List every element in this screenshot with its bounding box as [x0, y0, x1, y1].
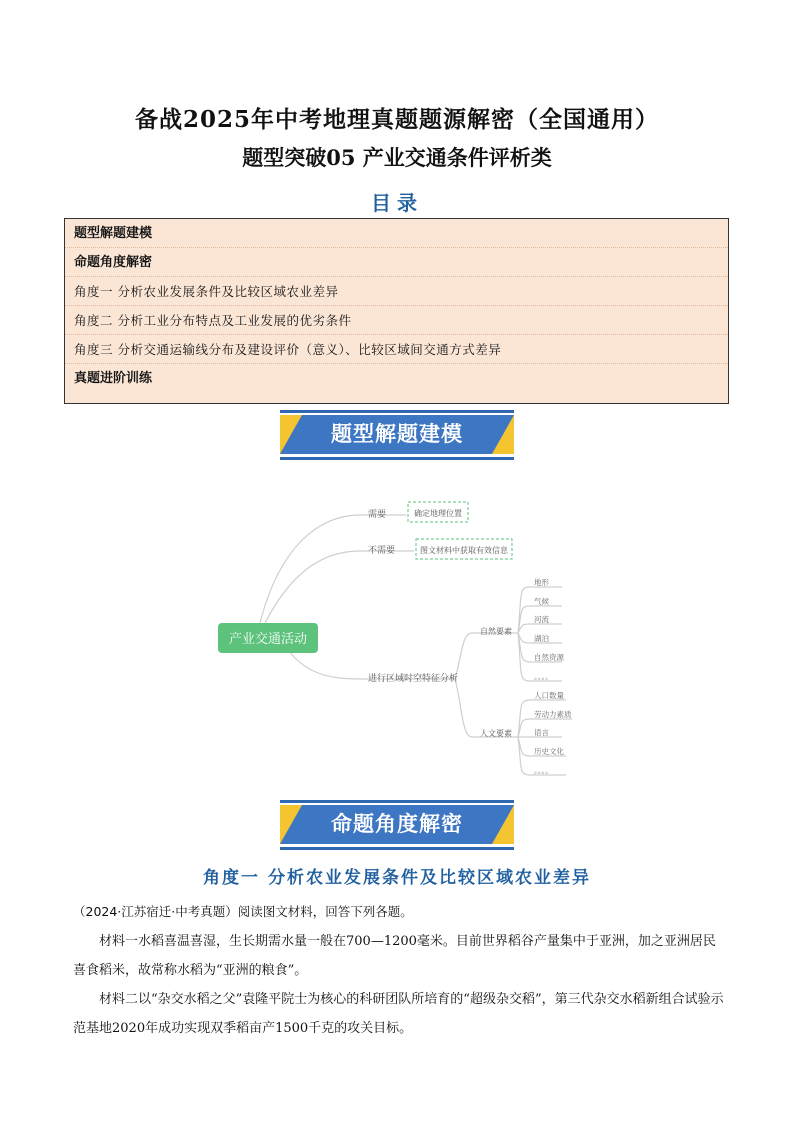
toc-item-angle-2[interactable]: 角度二 分析工业分布特点及工业发展的优劣条件	[65, 306, 728, 335]
mindmap-human-item: 人口数量	[534, 691, 564, 700]
mindmap-natural-item: 气候	[534, 597, 549, 606]
mindmap-analysis-label: 进行区域时空特征分析	[368, 674, 459, 684]
mindmap-natural-item: 湖泊	[534, 634, 549, 643]
mindmap-no-need-target-label: 图文材料中获取有效信息	[420, 546, 508, 555]
mindmap-human-label: 人文要素	[480, 729, 512, 738]
mindmap-need-label: 需要	[368, 510, 387, 520]
mindmap-natural-item: 自然资源	[534, 653, 564, 662]
banner-modeling	[280, 410, 514, 460]
toc-title: 目录	[371, 191, 423, 215]
mindmap-diagram	[200, 485, 600, 785]
mindmap-natural-item: 。。。。	[534, 672, 553, 681]
mindmap-link-no-need	[265, 551, 360, 623]
table-of-contents	[64, 218, 729, 404]
banner-angles-label: 命题角度解密	[331, 812, 463, 836]
toc-item-angle-1[interactable]: 角度一 分析农业发展条件及比较区域农业差异	[65, 277, 728, 306]
document-title: 备战2025年中考地理真题题源解密（全国通用）	[134, 106, 659, 133]
toc-item-angle-3[interactable]: 角度三 分析交通运输线分布及建设评价（意义）、比较区域间交通方式差异	[65, 335, 728, 364]
toc-item-angles[interactable]: 命题角度解密	[65, 248, 728, 277]
mindmap-root-label: 产业交通活动	[228, 632, 308, 647]
toc-item-modeling[interactable]: 题型解题建模	[65, 219, 728, 248]
banner-modeling-label: 题型解题建模	[331, 422, 463, 446]
document-subtitle: 题型突破05 产业交通条件评析类	[242, 145, 552, 170]
mindmap-human-item: 语言	[534, 728, 549, 737]
mindmap-link-natural	[455, 633, 472, 679]
section-heading-angle-1: 角度一 分析农业发展条件及比较区域农业差异	[203, 868, 591, 888]
mindmap-link-human	[455, 679, 472, 737]
mindmap-natural-item: 地形	[534, 578, 549, 587]
banner-angles	[280, 800, 514, 850]
toc-item-training[interactable]: 真题进阶训练	[74, 371, 153, 386]
mindmap-link-need	[260, 515, 360, 623]
mindmap-human-item: 劳动力素质	[534, 710, 572, 719]
mindmap-natural-item: 河流	[534, 615, 549, 624]
material-2: 材料二以“杂交水稻之父”袁隆平院士为核心的科研团队所培育的“超级杂交稻”，第三代杂交水稻新组合试验示范基地2020年成功实现双季稻亩产1500千克的攻关目标。	[73, 992, 724, 1036]
mindmap-human-item: 历史文化	[534, 747, 564, 756]
mindmap-natural-label: 自然要素	[480, 627, 512, 636]
mindmap-need-target-label: 确定地理位置	[414, 509, 462, 518]
question-intro: （2024·江苏宿迁·中考真题）阅读图文材料，回答下列各题。	[73, 904, 413, 919]
material-1: 材料一水稻喜温喜湿，生长期需水量一般在700—1200毫米。目前世界稻谷产量集中于亚洲，加之亚洲居民喜食稻米，故常称水稻为“亚洲的粮食”。	[73, 934, 716, 978]
mindmap-human-item: 。。。。	[534, 766, 553, 775]
mindmap-no-need-label: 不需要	[368, 546, 396, 556]
